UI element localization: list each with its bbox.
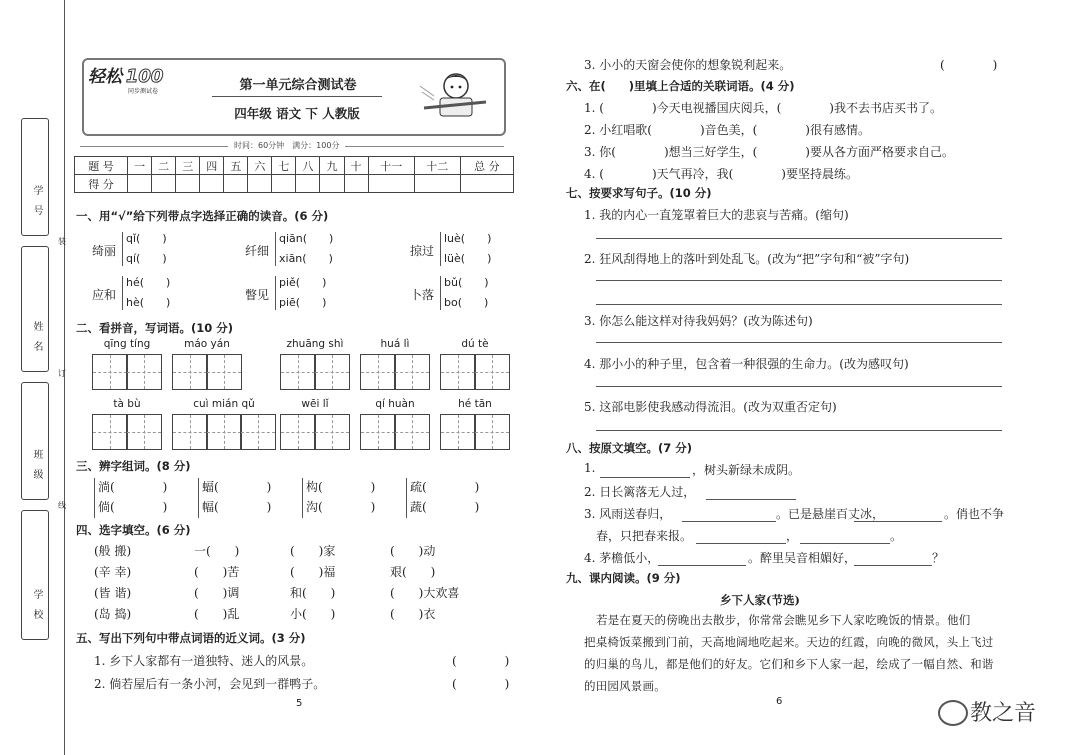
pinyin-label: qí huàn	[375, 398, 415, 410]
q8-text: 4. 茅檐低小，	[584, 551, 660, 565]
score-row-label: 得 分	[75, 175, 128, 193]
cut-mark: 线	[58, 501, 66, 510]
q3-group[interactable]	[302, 478, 406, 518]
brand-number: 100	[125, 66, 164, 87]
answer-line[interactable]	[596, 386, 1002, 387]
pinyin-label: dú tè	[461, 338, 489, 350]
q1-title: 一、用“√”给下列带点字选择正确的读音。(6 分)	[76, 209, 329, 223]
pinyin-writing-group[interactable]	[280, 338, 350, 390]
score-input-cell[interactable]	[296, 175, 320, 193]
score-cell: 二	[152, 157, 176, 175]
q4-blank[interactable]: 一( )	[194, 544, 240, 558]
q8-text: 春，只把春来报。	[596, 529, 693, 543]
q8-blank[interactable]	[696, 529, 786, 544]
q1-item[interactable]	[410, 274, 510, 314]
q1-item[interactable]	[410, 230, 510, 270]
q8-title: 八、按原文填空。(7 分)	[566, 441, 693, 455]
score-input-cell[interactable]	[248, 175, 272, 193]
q3-group[interactable]	[198, 478, 302, 518]
q4-blank[interactable]: 小( )	[290, 607, 336, 621]
q1-word: 掠过	[410, 244, 435, 258]
q6-item[interactable]: 3. 你( )想当三好学生，( )要从各方面严格要求自己。	[584, 145, 954, 159]
q4-chars: (般 搬)	[94, 544, 132, 558]
q1-item[interactable]	[245, 274, 365, 314]
answer-line[interactable]	[596, 304, 1002, 305]
passage-line: 的归巢的鸟儿，都是他们的好友。它们和乡下人家一起，绘成了一幅自然、和谐	[584, 657, 994, 671]
q5-answer-paren[interactable]: ( )	[452, 654, 510, 668]
q8-line	[584, 505, 1004, 523]
score-cell: 四	[200, 157, 224, 175]
q8-text: 3. 风雨送春归，	[584, 507, 672, 521]
passage-line: 若是在夏天的傍晚出去散步，你常常会瞧见乡下人家吃晚饭的情景。他们	[596, 613, 971, 627]
q1-option[interactable]: lüè( )	[444, 252, 492, 265]
q8-blank[interactable]	[600, 463, 690, 478]
q2-title: 二、看拼音，写词语。(10 分)	[76, 321, 234, 335]
score-cell: 五	[224, 157, 248, 175]
answer-line[interactable]	[596, 342, 1002, 343]
margin-field-student-id[interactable]	[21, 118, 49, 236]
page-number-right: 6	[776, 696, 783, 707]
q5-answer-paren[interactable]: ( )	[940, 58, 998, 72]
q8-text: ，树头新绿未成阴。	[692, 463, 801, 477]
score-table-header-row	[75, 157, 514, 175]
q2-row	[92, 338, 512, 390]
margin-field-label: 学号	[31, 185, 42, 225]
pinyin-writing-group[interactable]	[172, 398, 276, 450]
q3-option[interactable]: 幅( )	[202, 500, 272, 514]
score-input-cell[interactable]	[344, 175, 368, 193]
q7-item: 1. 我的内心一直笼罩着巨大的悲哀与苦痛。(缩句)	[584, 208, 849, 222]
q8-blank[interactable]	[682, 507, 776, 522]
q5-item: 2. 倘若屋后有一条小河，会见到一群鸭子。	[94, 677, 326, 691]
score-cell: 九	[320, 157, 344, 175]
q8-separator: ，	[786, 529, 799, 543]
q8-text: 1.	[584, 461, 596, 475]
score-cell: 十	[344, 157, 368, 175]
q1-option[interactable]: luè( )	[444, 232, 492, 245]
pinyin-writing-group[interactable]	[172, 338, 242, 390]
margin-field-school[interactable]	[21, 510, 49, 640]
q8-blank[interactable]	[854, 507, 942, 522]
q8-text: 2. 日长篱落无人过，	[584, 485, 696, 499]
q3-option[interactable]: 沟( )	[306, 500, 376, 514]
q4-chars: (辛 幸)	[94, 565, 132, 579]
q5-title: 五、写出下列句中带点词语的近义词。(3 分)	[76, 631, 306, 645]
q4-row	[94, 542, 514, 563]
q4-blank[interactable]: ( )大欢喜	[390, 586, 460, 600]
passage-title: 乡下人家(节选)	[720, 593, 800, 607]
q4-blank[interactable]: ( )动	[390, 544, 436, 558]
time-info: 时间：60分钟 满分：100分	[228, 140, 345, 151]
score-cell: 七	[272, 157, 296, 175]
q4-blank[interactable]: ( )乱	[194, 607, 240, 621]
q6-item[interactable]: 4. ( )天气再冷，我( )要坚持晨练。	[584, 167, 858, 181]
q9-title: 九、课内阅读。(9 分)	[566, 571, 681, 585]
q7-title: 七、按要求写句子。(10 分)	[566, 186, 712, 200]
q2-row	[92, 398, 512, 450]
q1-option[interactable]: qiān( )	[279, 232, 334, 245]
q8-text: 。已是悬崖百丈冰，	[776, 507, 885, 521]
exam-subtitle: 四年级 语文 下 人教版	[234, 106, 360, 121]
q8-blank[interactable]	[854, 551, 932, 566]
score-cell: 十二	[414, 157, 460, 175]
passage-line: 的田园风景画。	[584, 679, 666, 693]
score-input-cell[interactable]	[200, 175, 224, 193]
score-cell: 三	[176, 157, 200, 175]
q4-title: 四、选字填空。(6 分)	[76, 523, 191, 537]
q3-group[interactable]	[94, 478, 198, 518]
cut-mark: 装	[58, 237, 66, 246]
q1-word: 应和	[92, 288, 117, 302]
pinyin-writing-group[interactable]	[360, 338, 430, 390]
watermark	[938, 696, 1058, 736]
answer-line[interactable]	[596, 280, 1002, 281]
q4-blank[interactable]: ( )苦	[194, 565, 240, 579]
pinyin-writing-group[interactable]	[360, 398, 430, 450]
pinyin-label: wēi lǐ	[301, 398, 329, 410]
score-cell: 题 号	[75, 157, 128, 175]
q4-blank[interactable]: ( )家	[290, 544, 336, 558]
q1-option[interactable]: piē( )	[279, 296, 327, 309]
q7-item: 3. 你怎么能这样对待我妈妈？(改为陈述句)	[584, 314, 813, 328]
cut-mark: 订	[58, 369, 66, 378]
q4-blank[interactable]: ( )衣	[390, 607, 436, 621]
q8-line	[584, 549, 1004, 567]
q4-row	[94, 605, 514, 626]
pinyin-label: zhuāng shì	[286, 338, 344, 350]
q5-answer-paren[interactable]: ( )	[452, 677, 510, 691]
score-input-cell[interactable]	[460, 175, 513, 193]
q4-row	[94, 584, 514, 605]
pinyin-label: tà bù	[113, 398, 141, 410]
score-cell: 十一	[368, 157, 414, 175]
q5-item-3: 3. 小小的天窗会使你的想象锐利起来。	[584, 58, 792, 72]
q4-row	[94, 563, 514, 584]
q1-option[interactable]: hè( )	[126, 296, 171, 309]
q1-option[interactable]: qǐ( )	[126, 232, 167, 245]
q5-item: 1. 乡下人家都有一道独特、迷人的风景。	[94, 654, 314, 668]
q1-item[interactable]	[92, 274, 212, 314]
q7-item: 4. 那小小的种子里，包含着一种很强的生命力。(改为感叹句)	[584, 357, 909, 371]
pinyin-writing-group[interactable]	[92, 338, 162, 390]
q8-blank[interactable]	[800, 529, 890, 544]
q4-chars: (皆 谐)	[94, 586, 132, 600]
q3-group[interactable]	[406, 478, 510, 518]
q3-option[interactable]: 疏( )	[410, 480, 480, 494]
q7-item: 5. 这部电影使我感动得流泪。(改为双重否定句)	[584, 400, 837, 414]
score-input-cell[interactable]	[152, 175, 176, 193]
score-input-cell[interactable]	[128, 175, 152, 193]
q3-option[interactable]: 倘( )	[98, 500, 168, 514]
brand-sub: 同步测试卷	[128, 88, 159, 95]
q3-option[interactable]: 蔬( )	[410, 500, 480, 514]
margin-field-label: 姓名	[31, 321, 42, 361]
time-info-bar	[80, 140, 504, 152]
q8-blank[interactable]	[706, 485, 796, 500]
pinyin-label: hé tān	[458, 398, 492, 410]
q3-option[interactable]: 构( )	[306, 480, 376, 494]
q1-item[interactable]	[245, 230, 365, 270]
q8-text: 。醉里吴音相媚好，	[748, 551, 857, 565]
q4-blank[interactable]: 艰( )	[390, 565, 436, 579]
q6-title: 六、在( )里填上合适的关联词语。(4 分)	[566, 79, 795, 93]
pinyin-label: cuì mián qǔ	[193, 398, 255, 410]
q7-item: 2. 狂风刮得地上的落叶到处乱飞。(改为“把”字句和“被”字句)	[584, 252, 910, 266]
score-cell: 六	[248, 157, 272, 175]
wechat-icon	[938, 700, 968, 726]
score-input-cell[interactable]	[176, 175, 200, 193]
q8-text: ？	[932, 551, 945, 565]
q1-option[interactable]: xiān( )	[279, 252, 333, 265]
q6-item[interactable]: 2. 小红唱歌( )音色美，( )很有感情。	[584, 123, 870, 137]
q8-text: 。俏也不争	[944, 507, 1005, 521]
pinyin-label: huá lì	[380, 338, 410, 350]
q8-line	[584, 483, 1004, 501]
pinyin-writing-group[interactable]	[92, 398, 162, 450]
q3-option[interactable]: 淌( )	[98, 480, 168, 494]
score-cell: 一	[128, 157, 152, 175]
q1-item[interactable]	[92, 230, 212, 270]
q4-blank[interactable]: ( )福	[290, 565, 336, 579]
q1-word: 纤细	[245, 244, 270, 258]
q4-blank[interactable]: 和( )	[290, 586, 336, 600]
exam-title: 第一单元综合测试卷	[239, 78, 357, 93]
score-table-score-row	[75, 175, 514, 193]
pinyin-writing-group[interactable]	[280, 398, 350, 450]
q3-option[interactable]: 蝠( )	[202, 480, 272, 494]
q1-option[interactable]: bo( )	[444, 296, 489, 309]
score-cell: 八	[296, 157, 320, 175]
passage-line: 把桌椅饭菜搬到门前，天高地阔地吃起来。天边的红霞，向晚的微风，头上飞过	[584, 635, 994, 649]
pinyin-label: máo yán	[184, 338, 230, 350]
reading-student-illustration	[416, 66, 492, 124]
q3-title: 三、辨字组词。(8 分)	[76, 459, 191, 473]
margin-field-class[interactable]	[21, 382, 49, 500]
brand-name: 轻松	[88, 67, 122, 87]
q1-word: 卜落	[410, 288, 435, 302]
q8-line	[584, 461, 1004, 479]
q1-option[interactable]: qí( )	[126, 252, 167, 265]
score-input-cell[interactable]	[224, 175, 248, 193]
answer-line[interactable]	[596, 238, 1002, 239]
pinyin-label: qīng tíng	[103, 338, 151, 350]
score-input-cell[interactable]	[414, 175, 460, 193]
score-cell: 总 分	[460, 157, 513, 175]
q8-blank[interactable]	[658, 551, 746, 566]
score-input-cell[interactable]	[368, 175, 414, 193]
q1-option[interactable]: bǔ( )	[444, 276, 489, 289]
score-input-cell[interactable]	[320, 175, 344, 193]
q4-table	[94, 542, 514, 626]
page-number-left: 5	[296, 698, 303, 709]
q6-item[interactable]: 1. ( )今天电视播国庆阅兵，( )我不去书店买书了。	[584, 101, 942, 115]
title-divider	[212, 96, 382, 97]
q1-option[interactable]: hé( )	[126, 276, 171, 289]
answer-line[interactable]	[596, 430, 1002, 431]
margin-field-label: 班级	[31, 449, 42, 489]
q1-word: 绮丽	[92, 244, 117, 258]
pinyin-writing-group[interactable]	[440, 398, 510, 450]
q1-word: 瞥见	[245, 288, 270, 302]
margin-field-name[interactable]	[21, 246, 49, 372]
score-table	[74, 156, 514, 193]
q4-blank[interactable]: ( )调	[194, 586, 240, 600]
pinyin-writing-group[interactable]	[440, 338, 510, 390]
q4-chars: (岛 捣)	[94, 607, 132, 621]
q8-separator: 。	[890, 529, 903, 543]
q1-option[interactable]: piě( )	[279, 276, 327, 289]
margin-field-label: 学校	[31, 589, 42, 629]
watermark-text: 教之音	[970, 701, 1037, 726]
score-input-cell[interactable]	[272, 175, 296, 193]
brand-logo	[88, 62, 192, 95]
q8-line	[596, 527, 1004, 545]
